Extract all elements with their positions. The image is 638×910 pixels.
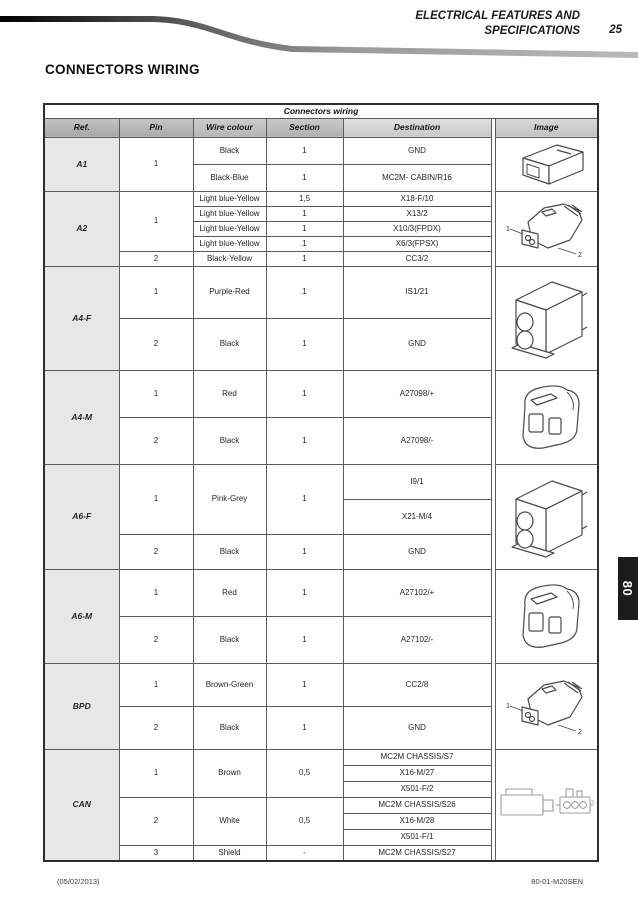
connector-image-a6-m xyxy=(495,569,598,663)
wire-colour-cell: Brown-Green xyxy=(193,663,266,706)
col-header-pin: Pin xyxy=(119,118,193,137)
col-header-image: Image xyxy=(495,118,598,137)
wire-colour-cell: Brown xyxy=(193,749,266,797)
destination-cell: MC2M CHASSIS/S7 xyxy=(343,749,491,765)
destination-cell: X501-F/1 xyxy=(343,829,491,845)
connectors-wiring-table xyxy=(43,103,599,862)
wire-colour-cell: Light blue-Yellow xyxy=(193,221,266,236)
connector-image-a4-f xyxy=(495,266,598,370)
section-cell: 1 xyxy=(266,206,343,221)
svg-text:2: 2 xyxy=(578,251,583,259)
connector-image-a4-m xyxy=(495,370,598,464)
destination-cell: GND xyxy=(343,534,491,569)
section-tab-80 xyxy=(618,557,638,620)
svg-text:1: 1 xyxy=(551,802,555,809)
destination-cell: A27102/+ xyxy=(343,569,491,616)
section-cell: 1 xyxy=(266,137,343,164)
connector-image-a2 xyxy=(495,191,598,266)
table-row xyxy=(44,137,598,164)
destination-cell: X18-F/10 xyxy=(343,191,491,206)
destination-cell: MC2M- CABIN/R16 xyxy=(343,164,491,191)
pin-cell: 1 xyxy=(119,191,193,251)
wire-colour-cell: Red xyxy=(193,370,266,417)
footer-doc-code: 80-01-M20SEN xyxy=(531,877,583,886)
section-cell: 1 xyxy=(266,663,343,706)
pin-cell: 2 xyxy=(119,251,193,266)
destination-cell: X501-F/2 xyxy=(343,781,491,797)
connector-image-can xyxy=(495,749,598,861)
table-row xyxy=(44,464,598,499)
destination-cell: A27098/- xyxy=(343,417,491,464)
section-cell: 0,5 xyxy=(266,749,343,797)
wire-colour-cell: Purple-Red xyxy=(193,266,266,318)
pin-cell: 1 xyxy=(119,464,193,534)
pin-cell: 1 xyxy=(119,266,193,318)
destination-cell: X16-M/27 xyxy=(343,765,491,781)
pin-cell: 1 xyxy=(119,749,193,797)
pin-cell: 2 xyxy=(119,616,193,663)
wire-colour-cell: Black-Yellow xyxy=(193,251,266,266)
ref-cell-CAN: CAN xyxy=(44,749,119,861)
col-header-destination: Destination xyxy=(343,118,491,137)
wire-colour-cell: Black xyxy=(193,137,266,164)
section-cell: 1,5 xyxy=(266,191,343,206)
svg-text:1: 1 xyxy=(506,225,511,233)
footer-date: (05/02/2013) xyxy=(57,877,100,886)
wire-colour-cell: Red xyxy=(193,569,266,616)
destination-cell: X6/3(FPSX) xyxy=(343,236,491,251)
chapter-header xyxy=(415,9,580,39)
destination-cell: A27098/+ xyxy=(343,370,491,417)
ref-cell-A6-F: A6-F xyxy=(44,464,119,569)
connector-image-a1 xyxy=(495,137,598,191)
wire-colour-cell: Black xyxy=(193,534,266,569)
svg-text:3: 3 xyxy=(591,799,595,806)
wire-colour-cell: Pink-Grey xyxy=(193,464,266,534)
wire-colour-cell: Black xyxy=(193,318,266,370)
wire-colour-cell: White xyxy=(193,797,266,845)
pin-cell: 2 xyxy=(119,797,193,845)
table-row xyxy=(44,266,598,318)
destination-cell: MC2M CHASSIS/S27 xyxy=(343,845,491,861)
pin-cell: 1 xyxy=(119,663,193,706)
section-cell: 1 xyxy=(266,616,343,663)
wire-colour-cell: Black xyxy=(193,706,266,749)
section-cell: 1 xyxy=(266,534,343,569)
table-row xyxy=(44,663,598,706)
connector-image-bpd xyxy=(495,663,598,749)
destination-cell: X10/3(FPDX) xyxy=(343,221,491,236)
table-title: Connectors wiring xyxy=(44,104,598,118)
section-cell: 1 xyxy=(266,569,343,616)
table-row xyxy=(44,569,598,616)
section-cell: 1 xyxy=(266,251,343,266)
svg-text:2: 2 xyxy=(578,729,583,736)
wire-colour-cell: Black-Blue xyxy=(193,164,266,191)
chapter-header-line1: ELECTRICAL FEATURES AND xyxy=(415,10,580,22)
destination-cell: X16-M/28 xyxy=(343,813,491,829)
section-cell: 0,5 xyxy=(266,797,343,845)
wire-colour-cell: Light blue-Yellow xyxy=(193,236,266,251)
section-cell: 1 xyxy=(266,464,343,534)
destination-cell: GND xyxy=(343,137,491,164)
pin-cell: 2 xyxy=(119,318,193,370)
table-header-row xyxy=(44,118,598,137)
table-row xyxy=(44,191,598,206)
destination-cell: IS1/21 xyxy=(343,266,491,318)
ref-cell-A4-M: A4-M xyxy=(44,370,119,464)
destination-cell: I9/1 xyxy=(343,464,491,499)
col-header-section: Section xyxy=(266,118,343,137)
section-cell: 1 xyxy=(266,318,343,370)
wire-colour-cell: Black xyxy=(193,616,266,663)
ref-cell-A2: A2 xyxy=(44,191,119,266)
section-cell: 1 xyxy=(266,164,343,191)
col-header-ref: Ref. xyxy=(44,118,119,137)
destination-cell: A27102/- xyxy=(343,616,491,663)
pin-cell: 2 xyxy=(119,417,193,464)
chapter-header-line2: SPECIFICATIONS xyxy=(484,24,580,37)
section-cell: 1 xyxy=(266,221,343,236)
section-cell: 1 xyxy=(266,706,343,749)
table-row xyxy=(44,749,598,765)
table-title-row xyxy=(44,104,598,118)
destination-cell: GND xyxy=(343,706,491,749)
destination-cell: X13/2 xyxy=(343,206,491,221)
section-cell: 1 xyxy=(266,417,343,464)
pin-cell: 2 xyxy=(119,534,193,569)
pin-cell: 2 xyxy=(119,706,193,749)
connector-image-a6-f xyxy=(495,464,598,569)
destination-cell: GND xyxy=(343,318,491,370)
destination-cell: CC3/2 xyxy=(343,251,491,266)
ref-cell-BPD: BPD xyxy=(44,663,119,749)
destination-cell: MC2M CHASSIS/S26 xyxy=(343,797,491,813)
page-number: 25 xyxy=(609,24,622,36)
wire-colour-cell: Black xyxy=(193,417,266,464)
col-header-wire-colour: Wire colour xyxy=(193,118,266,137)
wire-colour-cell: Light blue-Yellow xyxy=(193,206,266,221)
section-cell: 1 xyxy=(266,266,343,318)
section-cell: 1 xyxy=(266,370,343,417)
destination-cell: X21-M/4 xyxy=(343,499,491,534)
ref-cell-A6-M: A6-M xyxy=(44,569,119,663)
section-tab-label: 80 xyxy=(620,580,636,597)
wiring-table-body xyxy=(44,137,598,861)
wire-colour-cell: Light blue-Yellow xyxy=(193,191,266,206)
section-cell: 1 xyxy=(266,236,343,251)
pin-cell: 1 xyxy=(119,370,193,417)
section-cell: - xyxy=(266,845,343,861)
pin-cell: 3 xyxy=(119,845,193,861)
pin-cell: 1 xyxy=(119,137,193,191)
table-row xyxy=(44,370,598,417)
page-title: CONNECTORS WIRING xyxy=(45,62,200,77)
svg-text:1: 1 xyxy=(506,703,511,710)
connectors-wiring-table-wrap xyxy=(43,103,599,862)
wire-colour-cell: Shield xyxy=(193,845,266,861)
pin-cell: 1 xyxy=(119,569,193,616)
ref-cell-A1: A1 xyxy=(44,137,119,191)
ref-cell-A4-F: A4-F xyxy=(44,266,119,370)
destination-cell: CC2/8 xyxy=(343,663,491,706)
